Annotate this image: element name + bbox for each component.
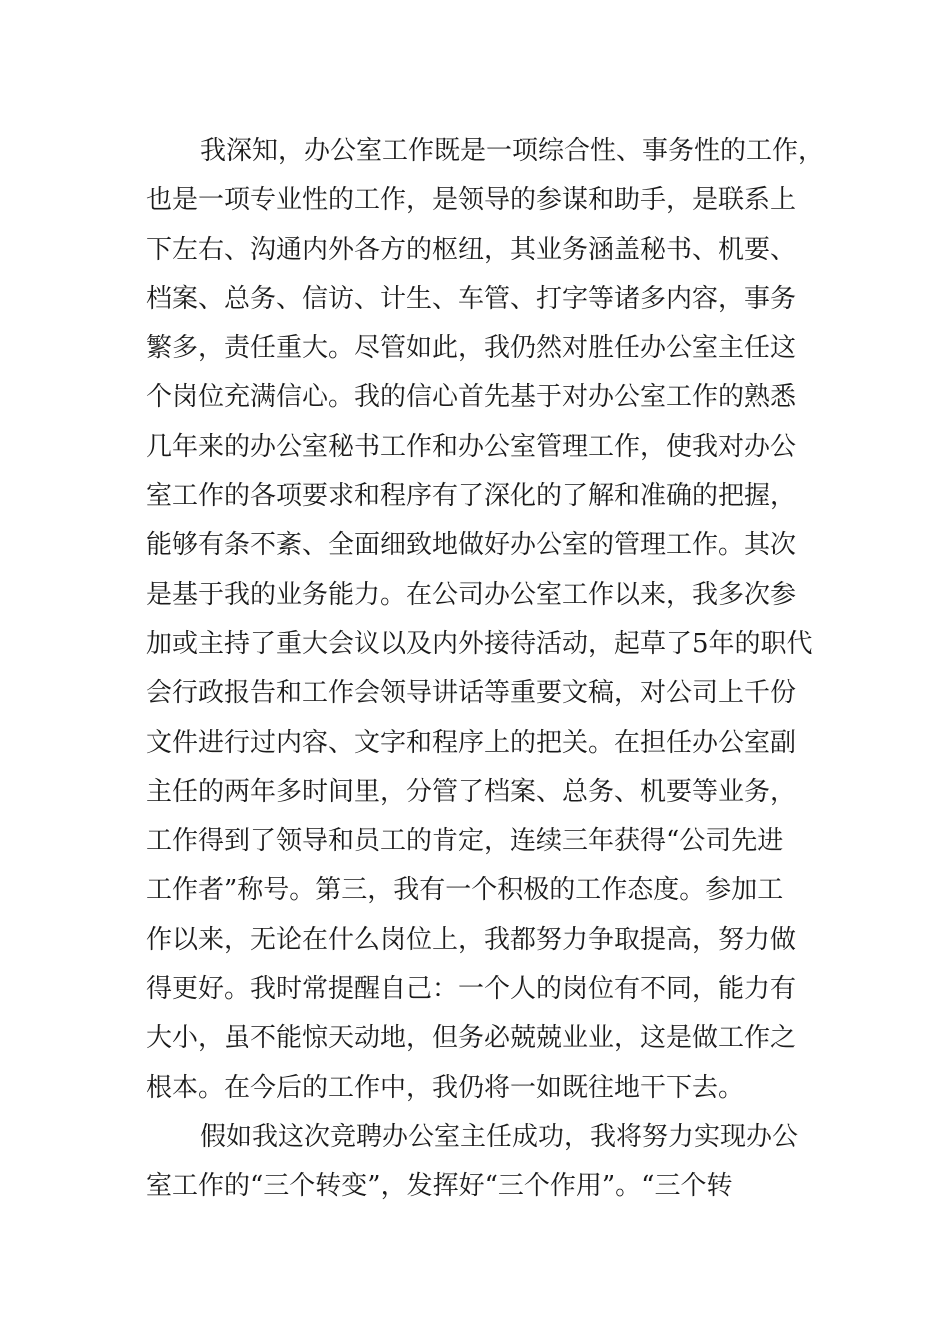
paragraph-1-line-5: 繁多，责任重大。尽管如此，我仍然对胜任办公室主任这: [146, 333, 797, 364]
paragraph-1-line-4: 档案、总务、信访、计生、车管、打字等诸多内容，事务: [146, 283, 797, 314]
paragraph-1-line-12: 会行政报告和工作会领导讲话等重要文稿，对公司上千份: [146, 678, 797, 709]
paragraph-1-line-2: 也是一项专业性的工作，是领导的参谋和助手，是联系上: [146, 185, 797, 216]
paragraph-1-line-13: 文件进行过内容、文字和程序上的把关。在担任办公室副: [146, 727, 797, 758]
paragraph-1-line-20: 根本。在今后的工作中，我仍将一如既往地干下去。: [146, 1072, 745, 1103]
paragraph-1-line-10: 是基于我的业务能力。在公司办公室工作以来，我多次参: [146, 579, 797, 610]
body-text: [146, 127, 826, 1212]
paragraph-1-line-3: 下左右、沟通内外各方的枢纽，其业务涵盖秘书、机要、: [146, 234, 797, 265]
paragraph-1-line-18: 得更好。我时常提醒自己：一个人的岗位有不同，能力有: [146, 974, 797, 1005]
paragraph-1-line-8: 室工作的各项要求和程序有了深化的了解和准确的把握，: [146, 481, 797, 512]
paragraph-1-line-19: 大小，虽不能惊天动地，但务必兢兢业业，这是做工作之: [146, 1023, 797, 1054]
paragraph-1-line-14: 主任的两年多时间里，分管了档案、总务、机要等业务，: [146, 776, 797, 807]
paragraph-1-line-11: 加或主持了重大会议以及内外接待活动，起草了5年的职代: [146, 628, 813, 659]
paragraph-2-line-2: 室工作的“三个转变”，发挥好“三个作用”。“三个转: [146, 1171, 733, 1202]
paragraph-1-line-15: 工作得到了领导和员工的肯定，连续三年获得“公司先进: [146, 826, 784, 857]
paragraph-1-line-1: 我深知，办公室工作既是一项综合性、事务性的工作，: [200, 136, 825, 166]
paragraph-1-line-7: 几年来的办公室秘书工作和办公室管理工作，使我对办公: [146, 431, 797, 462]
paragraph-1-line-6: 个岗位充满信心。我的信心首先基于对办公室工作的熟悉: [146, 382, 797, 413]
paragraph-1-line-17: 作以来，无论在什么岗位上，我都努力争取提高，努力做: [146, 924, 797, 955]
paragraph-1-line-16: 工作者”称号。第三，我有一个积极的工作态度。参加工: [146, 875, 784, 906]
paragraph-1-line-9: 能够有条不紊、全面细致地做好办公室的管理工作。其次: [146, 530, 797, 561]
paragraph-2-line-1: 假如我这次竞聘办公室主任成功，我将努力实现办公: [200, 1121, 799, 1152]
